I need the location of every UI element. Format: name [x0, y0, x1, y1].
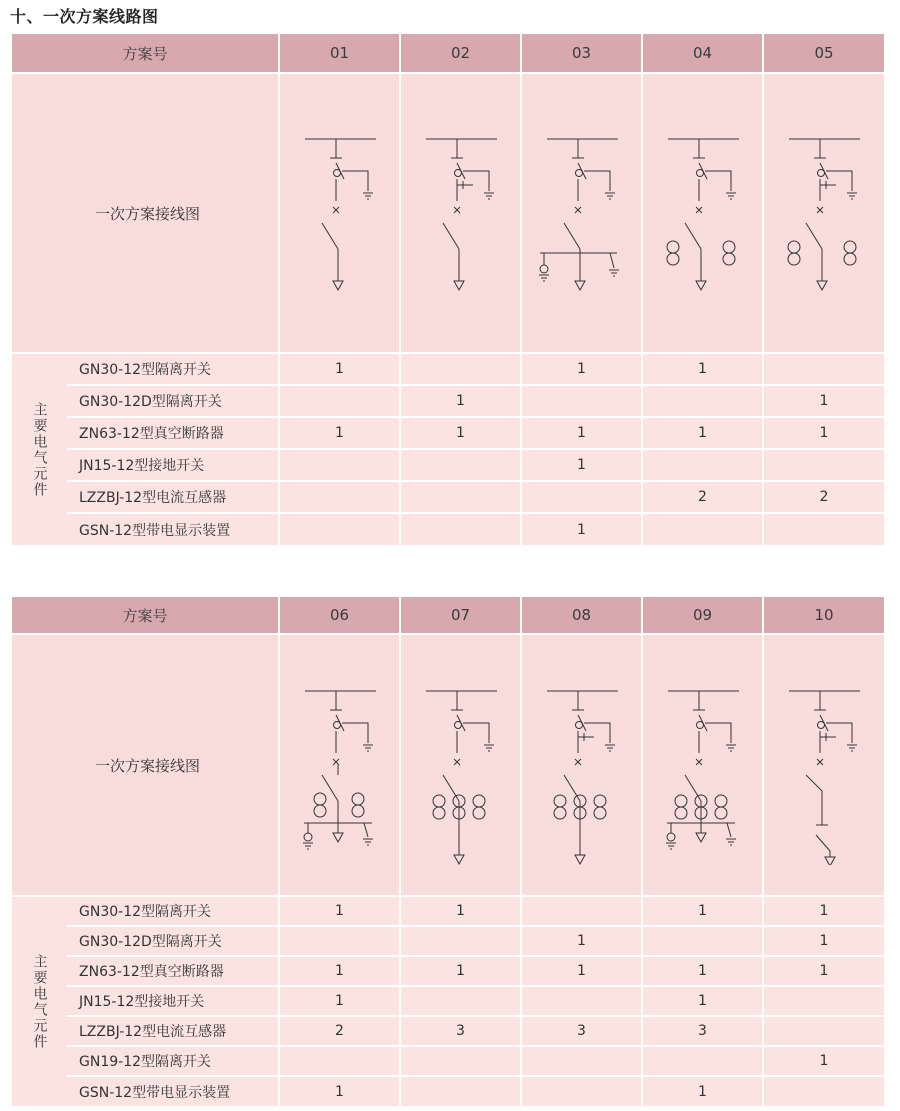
- scheme-06-icon: [280, 665, 401, 865]
- component-qty: 2: [642, 481, 763, 513]
- component-qty: [400, 986, 521, 1016]
- component-name: GSN-12型带电显示装置: [67, 1076, 279, 1106]
- component-qty: [279, 513, 400, 545]
- component-name: GSN-12型带电显示装置: [67, 513, 279, 545]
- component-qty: 1: [400, 956, 521, 986]
- scheme-number: 10: [763, 597, 884, 634]
- component-qty: [279, 385, 400, 417]
- component-name: ZN63-12型真空断路器: [67, 417, 279, 449]
- diagram-cell: [279, 73, 400, 353]
- component-qty: [642, 513, 763, 545]
- component-qty: 1: [642, 986, 763, 1016]
- component-qty: [521, 896, 642, 926]
- main-components-group-label: 主要电气元件: [12, 896, 67, 1106]
- scheme-number: 02: [400, 34, 521, 73]
- diagram-cell: [642, 634, 763, 896]
- component-qty: [400, 1076, 521, 1106]
- component-qty: 1: [279, 353, 400, 385]
- diagram-cell: [521, 634, 642, 896]
- component-qty: 2: [279, 1016, 400, 1046]
- component-qty: [521, 1046, 642, 1076]
- component-qty: 3: [400, 1016, 521, 1046]
- component-qty: 1: [521, 926, 642, 956]
- component-qty: [400, 1046, 521, 1076]
- diagram-cell: [279, 634, 400, 896]
- component-qty: [763, 986, 884, 1016]
- component-qty: 2: [763, 481, 884, 513]
- diagram-cell: [642, 73, 763, 353]
- component-qty: 1: [400, 896, 521, 926]
- component-qty: [400, 449, 521, 481]
- component-qty: [521, 986, 642, 1016]
- component-qty: 1: [642, 417, 763, 449]
- component-qty: 1: [400, 417, 521, 449]
- component-qty: 3: [642, 1016, 763, 1046]
- scheme-number: 06: [279, 597, 400, 634]
- component-qty: [279, 926, 400, 956]
- component-qty: [642, 449, 763, 481]
- scheme-number-header: 方案号: [12, 597, 279, 634]
- scheme-10-icon: [764, 665, 885, 865]
- component-qty: 1: [763, 896, 884, 926]
- diagram-cell: [400, 634, 521, 896]
- diagram-cell: [521, 73, 642, 353]
- main-components-group-label: 主要电气元件: [12, 353, 67, 545]
- component-name: ZN63-12型真空断路器: [67, 956, 279, 986]
- component-qty: 1: [521, 513, 642, 545]
- component-qty: [400, 513, 521, 545]
- component-qty: 1: [642, 1076, 763, 1106]
- scheme-04-icon: [643, 113, 764, 313]
- scheme-number: 08: [521, 597, 642, 634]
- diagram-cell: [763, 634, 884, 896]
- component-qty: 1: [763, 926, 884, 956]
- component-qty: 1: [642, 353, 763, 385]
- component-name: LZZBJ-12型电流互感器: [67, 481, 279, 513]
- component-qty: 1: [521, 449, 642, 481]
- scheme-07-icon: [401, 665, 522, 865]
- component-name: GN19-12型隔离开关: [67, 1046, 279, 1076]
- component-qty: 1: [521, 417, 642, 449]
- scheme-number: 04: [642, 34, 763, 73]
- component-qty: 1: [279, 956, 400, 986]
- component-name: JN15-12型接地开关: [67, 449, 279, 481]
- scheme-05-icon: [764, 113, 885, 313]
- page-title: 十、一次方案线路图: [10, 7, 159, 26]
- component-qty: [763, 449, 884, 481]
- component-qty: [400, 353, 521, 385]
- scheme-08-icon: [522, 665, 643, 865]
- component-qty: 1: [279, 986, 400, 1016]
- scheme-table-1: [12, 34, 884, 545]
- component-qty: [763, 513, 884, 545]
- wiring-diagram-label: 一次方案接线图: [12, 634, 279, 896]
- component-qty: 1: [642, 956, 763, 986]
- diagram-cell: [400, 73, 521, 353]
- component-qty: 1: [763, 385, 884, 417]
- scheme-table-2: [12, 597, 884, 1106]
- component-name: JN15-12型接地开关: [67, 986, 279, 1016]
- scheme-09-icon: [643, 665, 764, 865]
- scheme-number: 03: [521, 34, 642, 73]
- component-qty: 1: [763, 956, 884, 986]
- component-qty: 1: [521, 956, 642, 986]
- component-qty: 1: [279, 896, 400, 926]
- component-qty: 1: [400, 385, 521, 417]
- component-qty: 1: [763, 1046, 884, 1076]
- component-qty: [400, 481, 521, 513]
- component-qty: 1: [642, 896, 763, 926]
- component-qty: [400, 926, 521, 956]
- component-name: LZZBJ-12型电流互感器: [67, 1016, 279, 1046]
- diagram-cell: [763, 73, 884, 353]
- component-qty: [521, 1076, 642, 1106]
- component-qty: [763, 1016, 884, 1046]
- scheme-02-icon: [401, 113, 522, 313]
- component-qty: [642, 385, 763, 417]
- component-name: GN30-12D型隔离开关: [67, 926, 279, 956]
- component-qty: [521, 385, 642, 417]
- component-qty: [642, 926, 763, 956]
- component-qty: 1: [279, 1076, 400, 1106]
- scheme-number: 07: [400, 597, 521, 634]
- component-qty: [279, 1046, 400, 1076]
- scheme-03-icon: [522, 113, 643, 313]
- component-qty: 1: [521, 353, 642, 385]
- component-qty: [521, 481, 642, 513]
- component-name: GN30-12型隔离开关: [67, 353, 279, 385]
- component-qty: [642, 1046, 763, 1076]
- component-name: GN30-12D型隔离开关: [67, 385, 279, 417]
- component-qty: 1: [279, 417, 400, 449]
- component-qty: [279, 449, 400, 481]
- component-qty: [763, 1076, 884, 1106]
- component-qty: [763, 353, 884, 385]
- component-name: GN30-12型隔离开关: [67, 896, 279, 926]
- scheme-number-header: 方案号: [12, 34, 279, 73]
- component-qty: [279, 481, 400, 513]
- scheme-number: 05: [763, 34, 884, 73]
- scheme-01-icon: [280, 113, 401, 313]
- component-qty: 3: [521, 1016, 642, 1046]
- component-qty: 1: [763, 417, 884, 449]
- scheme-number: 01: [279, 34, 400, 73]
- scheme-number: 09: [642, 597, 763, 634]
- wiring-diagram-label: 一次方案接线图: [12, 73, 279, 353]
